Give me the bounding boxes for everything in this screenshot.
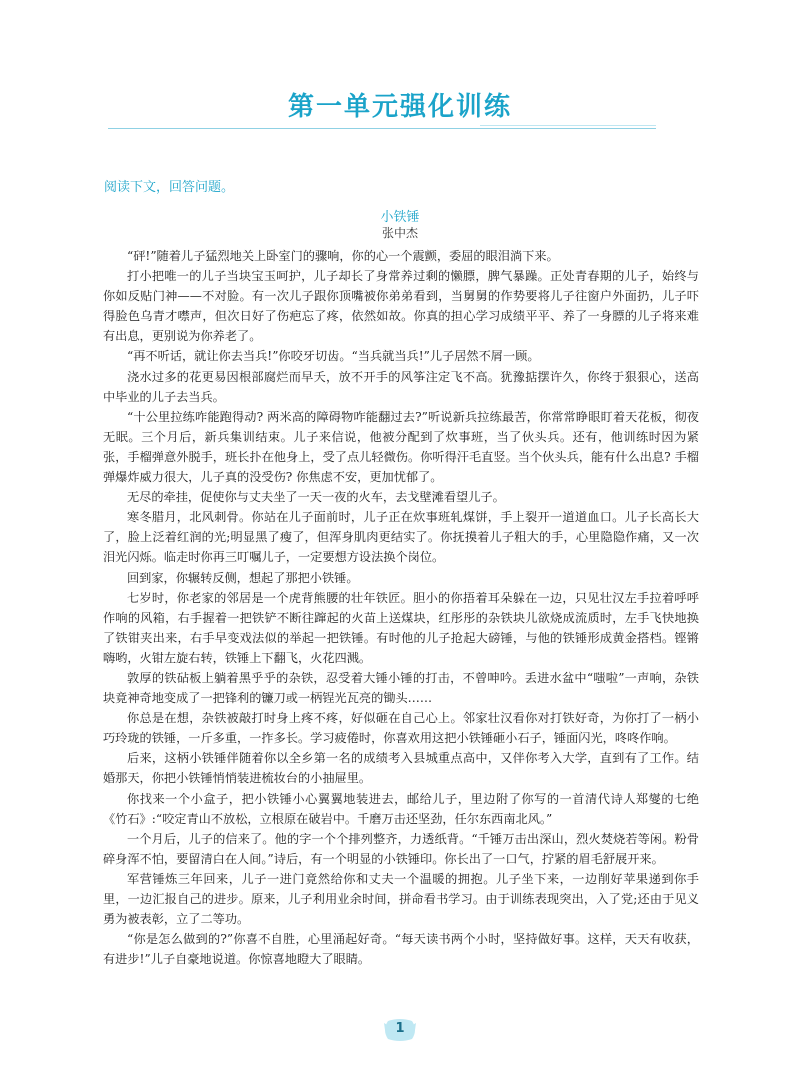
page-number: 1 [395, 1021, 405, 1036]
story-body [103, 246, 699, 969]
paragraph: 敦厚的铁砧板上躺着黑乎乎的杂铁，忍受着大锤小锤的打击，不曾呻吟。丢进水盆中“嗤啦”一声响，杂铁块竟神奇地变成了一把锋利的镰刀或一柄锃光瓦亮的锄头…… [103, 670, 699, 706]
title-divider-accent [480, 125, 656, 126]
paragraph: “十公里拉练咋能跑得动? 两米高的障碍物咋能翻过去?”听说新兵拉练最苦，你常常睁眼盯着天花板，彻夜无眠。三个月后，新兵集训结束。儿子来信说，他被分配到了炊事班，当了伙头兵。还有，他训练时因为紧张，手榴弹意外脱手，班长扑在他身上，受了点儿轻微伤。你听得汗毛直竖。当个伙头兵，能有什么出息? 手榴弹爆炸威力很大，儿子真的没受伤? 你焦虑不安，更加忧郁了。 [103, 409, 699, 485]
paragraph: “再不听话，就让你去当兵!”你咬牙切齿。“当兵就当兵!”儿子居然不屑一顾。 [127, 349, 540, 364]
story-title: 小铁锤 [380, 210, 420, 225]
paragraph: 你总是在想，杂铁被敲打时身上疼不疼，好似砸在自己心上。邻家壮汉看你对打铁好奇，为你打了一柄小巧玲珑的铁锤，一斤多重，一拃多长。学习疲倦时，你喜欢用这把小铁锤砸小石子，锤面闪光，咚咚作响。 [103, 711, 699, 746]
paragraph: 浇水过多的花更易因根部腐烂而早夭，放不开手的风筝注定飞不高。犹豫掂摆许久，你终于狠狠心，送高中毕业的儿子去当兵。 [103, 369, 699, 404]
story-author: 张中杰 [381, 226, 418, 240]
paragraph: 一个月后，儿子的信来了。他的字一个个排列整齐，力透纸背。“千锤万击出深山，烈火焚烧若等闲。粉骨碎身浑不怕，要留清白在人间。”诗后，有一个明显的小铁锤印。你长出了一口气，拧紧的眉毛舒展开来。 [103, 831, 699, 866]
paragraph: 你找来一个小盒子，把小铁锤小心翼翼地装进去，邮给儿子，里边附了你写的一首清代诗人郑燮的七绝《竹石》:“咬定青山不放松，立根原在破岩中。千磨万击还坚劲，任尔东西南北风。” [103, 791, 699, 826]
paragraph: 无尽的牵挂，促使你与丈夫坐了一天一夜的火车，去戈壁滩看望儿子。 [127, 490, 505, 505]
paragraph: “砰!”随着儿子猛烈地关上卧室门的骤响，你的心一个震颤，委屈的眼泪淌下来。 [127, 249, 559, 263]
title-divider [108, 128, 656, 129]
paragraph: “你是怎么做到的?”你喜不自胜，心里涌起好奇。“每天读书两个小时，坚持做好事。这样，天天有收获，有进步!”儿子自豪地说道。你惊喜地瞪大了眼睛。 [103, 932, 699, 967]
page-title: 第一单元强化训练 [287, 92, 512, 122]
paragraph: 军营锤炼三年回来，儿子一进门竟然给你和丈夫一个温暖的拥抱。儿子坐下来，一边削好苹果递到你手里，一边汇报自己的进步。原来，儿子利用业余时间，拼命看书学习。由于训练表现突出，入了党;还由于见义勇为被表彰，立了二等功。 [103, 871, 699, 927]
reading-instruction: 阅读下文，回答问题。 [104, 180, 235, 195]
paragraph: 后来，这柄小铁锤伴随着你以全乡第一名的成绩考入县城重点高中，又伴你考入大学，直到有了工作。结婚那天，你把小铁锤悄悄装进梳妆台的小抽屉里。 [103, 751, 699, 786]
paragraph: 七岁时，你老家的邻居是一个虎背熊腰的壮年铁匠。胆小的你捂着耳朵躲在一边，只见壮汉左手拉着呼呼作响的风箱，右手握着一把铁铲不断往蹿起的火苗上送煤块，红彤彤的杂铁块儿欲烧成流质时，左手飞快地换了铁钳夹出来，右手早变戏法似的举起一把铁锤。有时他的儿子抢起大磅锤，与他的铁锤形成黄金搭档。铿锵嗨哟，火钳左旋右转，铁锤上下翻飞，火花四溅。 [103, 590, 699, 665]
paragraph: 寒冬腊月，北风刺骨。你站在儿子面前时，儿子正在炊事班轧煤饼，手上裂开一道道血口。儿子长高长大了，脸上泛着红润的光;明显黑了瘦了，但浑身肌肉更结实了。你抚摸着儿子粗大的手，心里隐隐作痛，又一次泪光闪烁。临走时你再三叮嘱儿子，一定要想方设法换个岗位。 [103, 510, 699, 565]
paragraph: 打小把唯一的儿子当块宝玉呵护，儿子却长了身常养过剩的懒膘，脾气暴躁。正处青春期的儿子，始终与你如反贴门神——不对脸。有一次儿子跟你顶嘴被你弟弟看到，当舅舅的作势要将儿子往窗户外面扔，儿子吓得脸色乌青才噤声，但次日好了伤疤忘了疼，依然如故。你真的担心学习成绩平平、养了一身膘的儿子将来难有出息，更别说为你养老了。 [103, 269, 699, 344]
paragraph: 回到家，你辗转反侧，想起了那把小铁锤。 [127, 570, 359, 585]
